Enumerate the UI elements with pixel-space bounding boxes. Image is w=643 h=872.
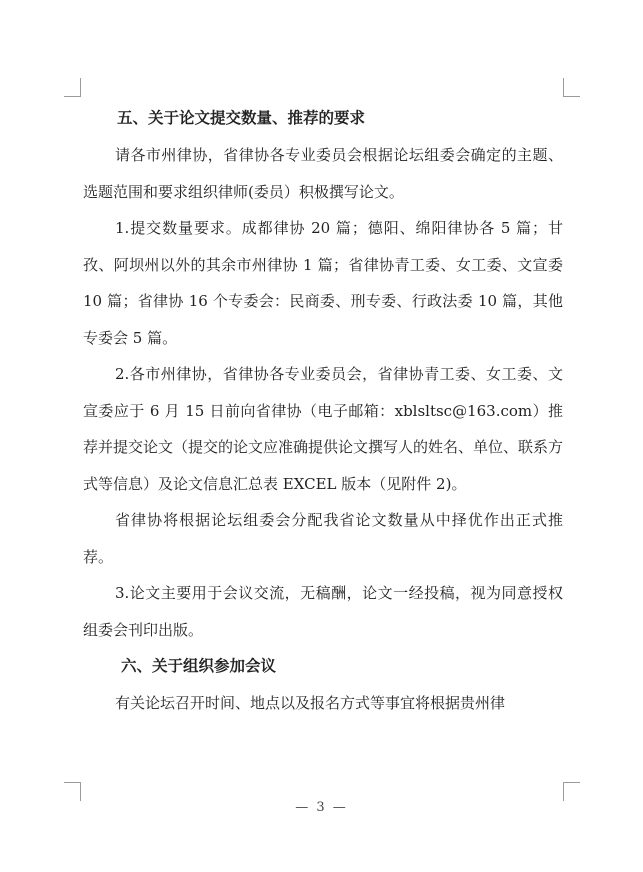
section-5-paragraph-5: 3.论文主要用于会议交流，无稿酬，论文一经投稿，视为同意授权组委会刊印出版。 xyxy=(83,584,563,639)
page-number: — 3 — xyxy=(295,800,348,815)
section-6-heading: 六、关于组织参加会议 xyxy=(121,657,277,675)
section-6-paragraph-1: 有关论坛召开时间、地点以及报名方式等事宜将根据贵州律 xyxy=(115,694,506,712)
section-5-paragraph-1: 请各市州律协，省律协各专业委员会根据论坛组委会确定的主题、选题范围和要求组织律师(委员）积极撰写论文。 xyxy=(83,146,563,201)
section-5-heading: 五、关于论文提交数量、推荐的要求 xyxy=(117,109,366,127)
document-body xyxy=(83,100,563,722)
crop-mark-top-left xyxy=(64,78,81,97)
section-5-paragraph-2: 1.提交数量要求。成都律协 20 篇；德阳、绵阳律协各 5 篇；甘孜、阿坝州以外的其余市州律协 1 篇；省律协青工委、女工委、文宣委 10 篇；省律协 16 个专委会：民商委、刑专委、行政法委 10 篇，其他专委会 5 篇。 xyxy=(83,219,563,347)
crop-mark-top-right xyxy=(563,78,580,97)
crop-mark-bottom-right xyxy=(563,782,580,801)
section-5-paragraph-4: 省律协将根据论坛组委会分配我省论文数量从中择优作出正式推荐。 xyxy=(83,511,563,566)
crop-mark-bottom-left xyxy=(64,782,81,801)
section-5-paragraph-3: 2.各市州律协，省律协各专业委员会，省律协青工委、女工委、文宣委应于 6 月 15 日前向省律协（电子邮箱：xblsltsc@163.com）推荐并提交论文（提交的论文应准确提供论文撰写人的姓名、单位、联系方式等信息）及论文信息汇总表 EXCEL 版本（见附件 2)。 xyxy=(83,365,564,493)
